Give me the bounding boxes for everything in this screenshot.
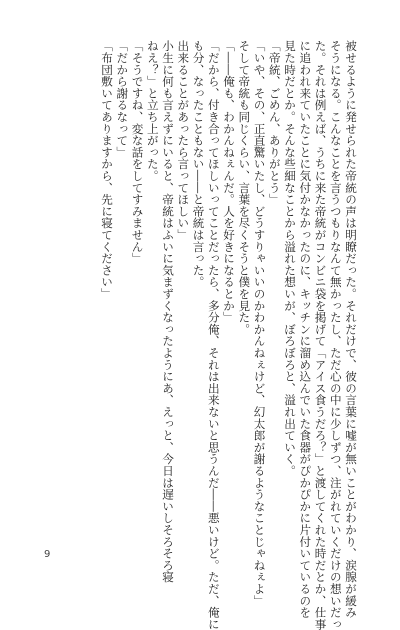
text-line: 「――俺も、わかんねぇんだ。人を好きになるとか」 <box>222 40 236 324</box>
text-line: 出来ることがあったら言ってほしい」 <box>176 40 191 241</box>
text-line: ねえ？」と立ち上がった。 <box>145 40 160 182</box>
text-line: 被せるように発せられた帝統の声は明瞭だった。それだけで、彼の言葉に嘘が無いことがわかり、涙腺が緩み <box>344 40 358 619</box>
text-line: 「だから、付き合ってほしいってことだったら、多分俺、それは出来ないと思うんだ――悪いけど。ただ、俺に <box>206 40 221 630</box>
text-line: 「布団敷いてありますから、先に寝てください」 <box>100 40 114 300</box>
text-line: も分、なったこともない――と帝統は言った。 <box>191 40 206 288</box>
text-line: 見た時だとか。そんな些細なことから溢れた想いが、ぼろぼろと、溢れ出ていく。 <box>283 40 297 477</box>
text-line: に追われ来ていたことに気付かなかったのに、キッチンに溜め込んでいた食器がぴかぴかに片付いているのを <box>298 40 313 619</box>
text-line: 「帝統、ごめん、ありがとう」 <box>267 40 282 206</box>
text-line: 「いや、その、正直驚いたし、どうすりゃいいのかわかんねぇけど、幻太郎が謝るようなことじゃねぇよ」 <box>252 40 267 607</box>
text-line: 小生に何も言えずにいると、帝統はふいに気まずくなったようにあ、えっと、今日は遅いしそろそろ寝 <box>161 40 175 583</box>
text-line: 「だから謝るなって」 <box>115 40 130 158</box>
vertical-text-body <box>99 40 358 630</box>
text-line: そうになる。こんなことを言うつもりなんて無かったし、ただ心の中に少しずつ、注がれていくだけの想いだっ <box>328 40 343 630</box>
page-number: 9 <box>44 549 51 560</box>
text-line: そして帝統も同じくらい、言葉を尽くそうと僕を見た。 <box>237 40 252 335</box>
text-line: 「そうですね、変な話をしてすみません」 <box>130 40 145 265</box>
text-line: た。それは例えば、うちに来た帝統がコンビニ袋を掲げて「アイス食うだろ？」と渡してくれた時だとか、仕事 <box>313 40 328 630</box>
